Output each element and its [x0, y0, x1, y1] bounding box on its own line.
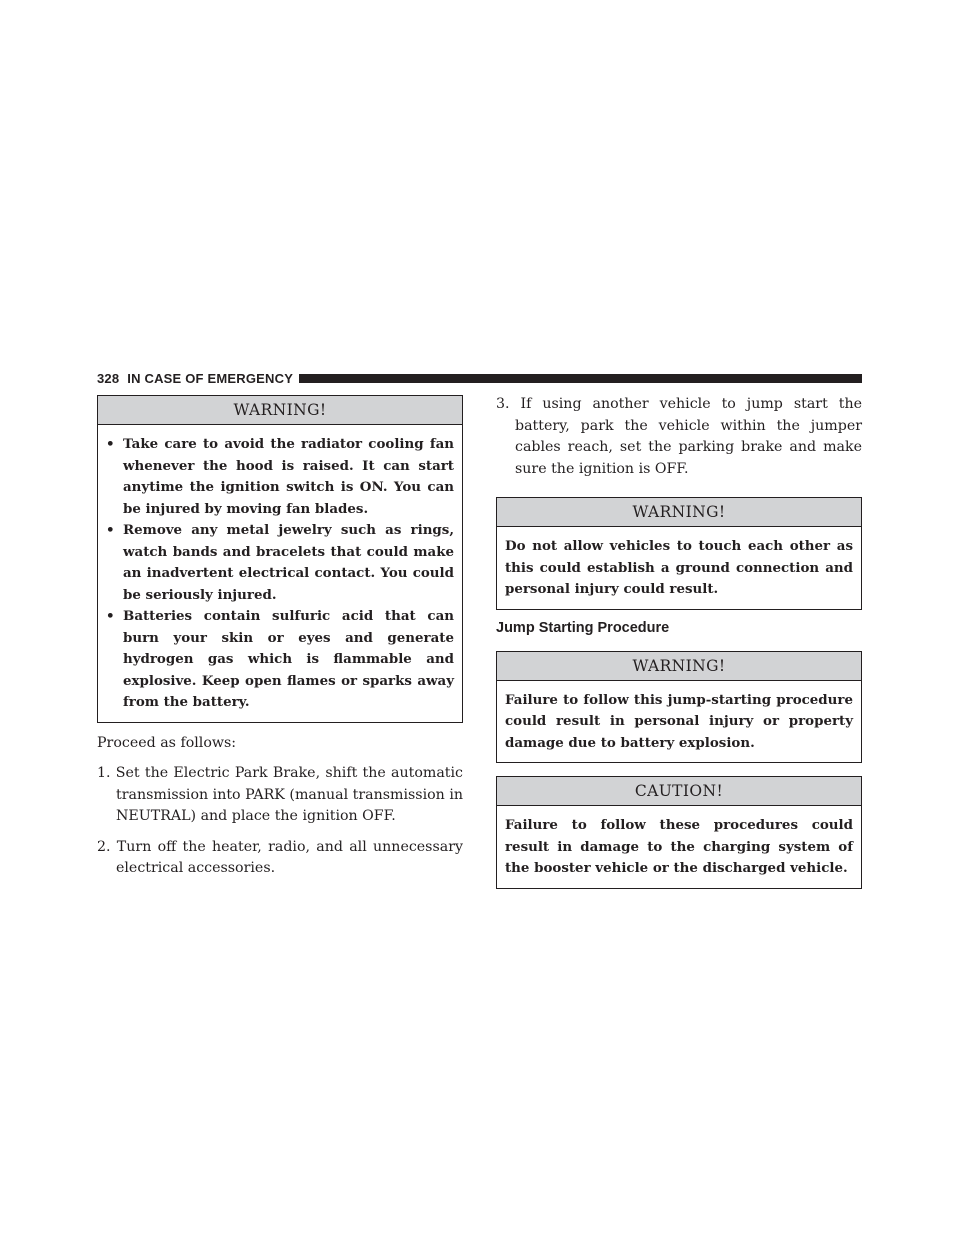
page-number: 328 — [97, 370, 120, 386]
step-2: 2. Turn off the heater, radio, and all unnecessary electrical accessories. — [97, 838, 463, 876]
left-column — [97, 395, 463, 880]
warning-item: • Remove any metal jewelry such as rings, watch bands and bracelets that could make an inadvertent electrical contact. You could be seriously injured. — [106, 520, 454, 606]
warning-list — [106, 434, 454, 714]
warning-title: WARNING! — [497, 652, 861, 681]
warning-body: Failure to follow this jump-starting procedure could result in personal injury or property damage due to battery explosion. — [505, 691, 853, 751]
warning-box-fan — [97, 395, 463, 723]
subheading: Jump Starting Procedure — [496, 619, 670, 636]
caution-body: Failure to follow these procedures could result in damage to the charging system of the booster vehicle or the discharged vehicle. — [505, 817, 853, 876]
warning-body — [98, 425, 462, 722]
section-title: IN CASE OF EMERGENCY — [127, 370, 294, 386]
warning-title: WARNING! — [497, 498, 861, 527]
header-rule — [299, 374, 862, 383]
warning-item: • Batteries contain sulfuric acid that can burn your skin or eyes and generate hydrogen gas which is flammable and explosive. Keep open flames or sparks away from the battery. — [106, 606, 454, 714]
right-column — [496, 395, 862, 889]
warning-box-procedure — [496, 651, 862, 764]
step-1: 1. Set the Electric Park Brake, shift the automatic transmission into PARK (manual transmission in NEUTRAL) and place the ignition OFF. — [97, 765, 463, 824]
page-header — [97, 368, 862, 388]
caution-title: CAUTION! — [497, 777, 861, 806]
intro-text: Proceed as follows: — [97, 734, 237, 751]
warning-box-vehicles — [496, 497, 862, 610]
caution-box — [496, 776, 862, 889]
warning-title: WARNING! — [98, 396, 462, 425]
warning-body: Do not allow vehicles to touch each other as this could establish a ground connection and personal injury could result. — [505, 538, 853, 597]
warning-item: • Take care to avoid the radiator cooling fan whenever the hood is raised. It can start anytime the ignition switch is ON. You can be injured by moving fan blades. — [106, 434, 454, 520]
step-3: 3. If using another vehicle to jump start the battery, park the vehicle within the jumper cables reach, set the parking brake and make sure the ignition is OFF. — [496, 396, 862, 477]
